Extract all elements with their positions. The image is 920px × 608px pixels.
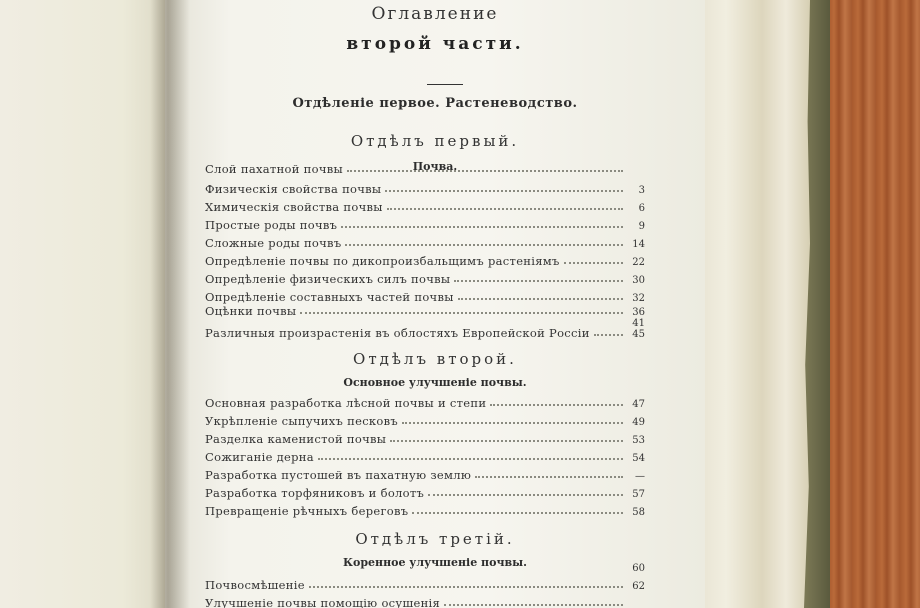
toc-entry <box>205 303 645 329</box>
toc-entry-title: Опредѣленіе почвы по дикопроизбальщимъ растеніямъ <box>205 254 560 268</box>
toc-entry <box>205 464 645 482</box>
toc-entry-page: 32 <box>632 293 645 304</box>
toc-entry <box>205 500 645 518</box>
leader-dots <box>347 170 623 172</box>
page-title: Оглавление <box>371 4 499 24</box>
toc-entry <box>205 556 645 574</box>
toc-entry-title: Различныя произрастенія въ облостяхъ Европейской Россіи <box>205 326 590 340</box>
section-title: Отдѣлъ первый. <box>350 132 520 150</box>
toc-entry-title: Почвосмѣшеніе <box>205 578 305 592</box>
toc-entry-title: Оцѣнки почвы <box>205 304 297 318</box>
toc-entry-page: 60 <box>632 563 645 574</box>
toc-entry-title: Простые роды почвъ <box>205 218 338 232</box>
toc-entry-title: Химическія свойства почвы <box>205 200 383 214</box>
toc-entry-page: 49 <box>632 417 645 428</box>
toc-entry-page: 36 <box>632 307 645 318</box>
leader-dots <box>564 262 623 264</box>
toc-entry-title: Разработка торфяниковъ и болотъ <box>205 486 425 500</box>
section-subtitle: Коренное улучшеніе почвы. <box>342 556 527 569</box>
toc-entry <box>205 158 645 176</box>
toc-entry-page: 53 <box>632 435 645 446</box>
book-gutter-shadow <box>150 0 190 608</box>
divider-rule <box>427 84 463 85</box>
toc-entry <box>205 574 645 592</box>
toc-entry <box>205 446 645 464</box>
section-title: Отдѣлъ третій. <box>355 530 515 548</box>
toc-entry <box>205 592 645 608</box>
toc-entry-title: Физическія свойства почвы <box>205 182 382 196</box>
toc-entry-page: 14 <box>632 239 645 250</box>
toc-entry-page: 30 <box>632 275 645 286</box>
toc-entry-title: Опредѣленіе составныхъ частей почвы <box>205 290 454 304</box>
toc-entry-page: 54 <box>632 453 645 464</box>
toc-entry-title: Превращеніе рѣчныхъ береговъ <box>205 504 409 518</box>
toc-entry-page: 62 <box>632 581 645 592</box>
toc-entry-page: 57 <box>632 489 645 500</box>
toc-entry <box>205 268 645 286</box>
leader-dots <box>412 512 623 514</box>
leader-dots <box>309 586 623 588</box>
section-subtitle: Основное улучшеніе почвы. <box>343 376 527 389</box>
toc-entry <box>205 322 645 340</box>
toc-entry <box>205 214 645 232</box>
toc-entry <box>205 410 645 428</box>
section-title: Отдѣлъ второй. <box>353 350 517 368</box>
toc-entry <box>205 250 645 268</box>
toc-entry-title: Слой пахатной почвы <box>205 162 344 176</box>
leader-dots <box>345 244 623 246</box>
toc-entry-title: Разделка каменистой почвы <box>205 432 387 446</box>
toc-entry-page: 3 <box>638 185 645 196</box>
leader-dots <box>490 404 623 406</box>
toc-entry-page: 58 <box>632 507 645 518</box>
toc-entry-page: 6 <box>638 203 645 214</box>
contents-page <box>165 0 705 608</box>
leader-dots <box>594 334 623 336</box>
toc-entry <box>205 196 645 214</box>
leader-dots <box>318 458 623 460</box>
toc-entry-page: 41 <box>632 318 645 329</box>
toc-entry <box>205 232 645 250</box>
toc-entry-page: 22 <box>632 257 645 268</box>
toc-entry-title: Опредѣленіе физическихъ силъ почвы <box>205 272 451 286</box>
toc-entry-title: Сложные роды почвъ <box>205 236 342 250</box>
toc-entry-title: Основная разработка лѣсной почвы и степи <box>205 396 487 410</box>
left-page <box>0 0 175 608</box>
leader-dots <box>390 440 623 442</box>
toc-entry-title: Разработка пустошей въ пахатную землю <box>205 468 472 482</box>
leader-dots <box>341 226 623 228</box>
page-subtitle: второй части. <box>346 34 524 54</box>
leader-dots <box>387 208 623 210</box>
toc-entry-title: Укрѣпленіе сыпучихъ песковъ <box>205 414 399 428</box>
toc-entry <box>205 428 645 446</box>
leader-dots <box>454 280 623 282</box>
page-edges <box>690 0 810 608</box>
toc-entry <box>205 392 645 410</box>
toc-entry <box>205 178 645 196</box>
section-subtitle: Почва. <box>412 160 458 173</box>
toc-entry-title: Улучшеніе почвы помощію осушенія <box>205 596 441 608</box>
leader-dots <box>444 604 623 606</box>
toc-entry-page: — <box>635 471 645 482</box>
toc-entry-page: 45 <box>632 329 645 340</box>
toc-entry <box>205 482 645 500</box>
leader-dots <box>385 190 623 192</box>
leader-dots <box>402 422 623 424</box>
leader-dots <box>475 476 623 478</box>
leader-dots <box>428 494 623 496</box>
toc-entry-page: 47 <box>632 399 645 410</box>
toc-entry-title: Сожиганіе дерна <box>205 450 314 464</box>
toc-entry-page: 9 <box>638 221 645 232</box>
division-heading: Отдѣленіе первое. Растеневодство. <box>292 96 578 111</box>
